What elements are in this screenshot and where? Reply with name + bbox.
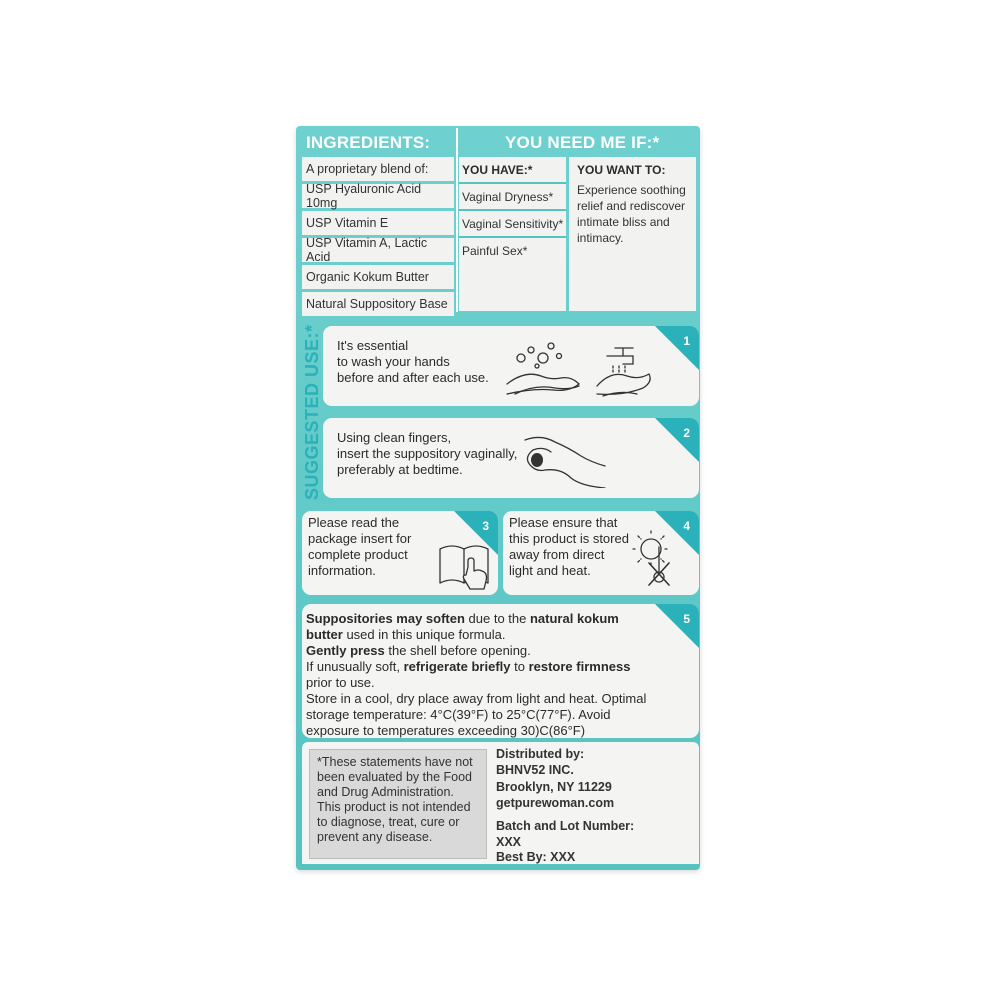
website: getpurewoman.com [496,796,615,810]
text-phrase: used in this unique formula. [342,627,506,642]
step-number: 5 [683,612,690,626]
ingredient-item: Natural Suppository Base [302,292,454,316]
step-text: Please read the package insert for complete product information. [308,515,412,578]
best-by: Best By: XXX [496,850,576,864]
light-heat-icon [629,525,685,591]
you-want-heading: YOU WANT TO: [577,163,666,177]
step-number: 1 [683,334,690,348]
column-divider [456,128,458,312]
step-3-card [302,511,498,595]
symptom-item: Vaginal Sensitivity* [462,217,564,231]
step-5-card [302,604,699,738]
symptom-item: Painful Sex* [462,244,528,258]
divider [459,209,566,211]
step-number: 2 [683,426,690,440]
bold-phrase: Gently press [306,643,385,658]
you-want-text: Experience soothing relief and rediscover intimate bliss and intimacy. [577,183,686,245]
step-number: 3 [482,519,489,533]
step-corner [655,604,699,648]
step-corner [655,418,699,462]
bold-phrase: restore firmness [528,659,631,674]
hand-washing-icon [499,336,669,402]
need-heading: YOU NEED ME IF:* [505,133,660,152]
text-phrase: prior to use. [306,675,375,690]
hand-suppository-icon [519,428,609,488]
storage-text [306,611,656,738]
package-insert-icon [436,539,494,593]
ingredient-item: A proprietary blend of: [302,157,454,181]
ingredients-heading: INGREDIENTS: [306,133,431,152]
symptom-item: Vaginal Dryness* [462,190,554,204]
step-4-card [503,511,699,595]
distributed-label: Distributed by: [496,747,585,761]
bold-phrase: refrigerate briefly [403,659,511,674]
divider [459,182,566,184]
text-phrase: the shell before opening. [384,643,531,658]
text-phrase: to [510,659,529,674]
text-phrase: due to the [464,611,530,626]
bold-phrase: Suppositories may soften [306,611,465,626]
ingredient-item: USP Vitamin A, Lactic Acid [302,238,454,262]
text-phrase: Store in a cool, dry place away from light and heat. Optimal storage temperature: 4°C(39°F) to 25°C(77°F). Avoid exposure to temperatures exceeding 30)C(86°F) [306,691,647,738]
bold-phrase: natural kokum butter [306,611,619,642]
divider [459,236,566,238]
step-text: It's essential to wash your hands before and after each use. [337,338,489,385]
ingredient-item: USP Vitamin E [302,211,454,235]
step-text: Please ensure that this product is stored away from direct light and heat. [509,515,629,578]
step-number: 4 [683,519,690,533]
step-text: Using clean fingers, insert the suppository vaginally, preferably at bedtime. [337,430,518,477]
you-have-heading: YOU HAVE:* [462,163,533,177]
company-city: Brooklyn, NY 11229 [496,780,612,794]
step-2-card [323,418,699,498]
you-have-panel [459,157,566,311]
ingredient-item: USP Hyaluronic Acid 10mg [302,184,454,208]
fda-disclaimer: *These statements have not been evaluated by the Food and Drug Administration. This product is not intended to diagnose, treat, cure or prevent any disease. [317,755,473,844]
text-phrase: If unusually soft, [306,659,404,674]
ingredient-item: Organic Kokum Butter [302,265,454,289]
batch-value: XXX [496,835,522,849]
company-name: BHNV52 INC. [496,763,574,777]
step-1-card [323,326,699,406]
batch-label: Batch and Lot Number: [496,819,635,833]
suggested-use-heading: SUGGESTED USE:* [302,324,322,500]
